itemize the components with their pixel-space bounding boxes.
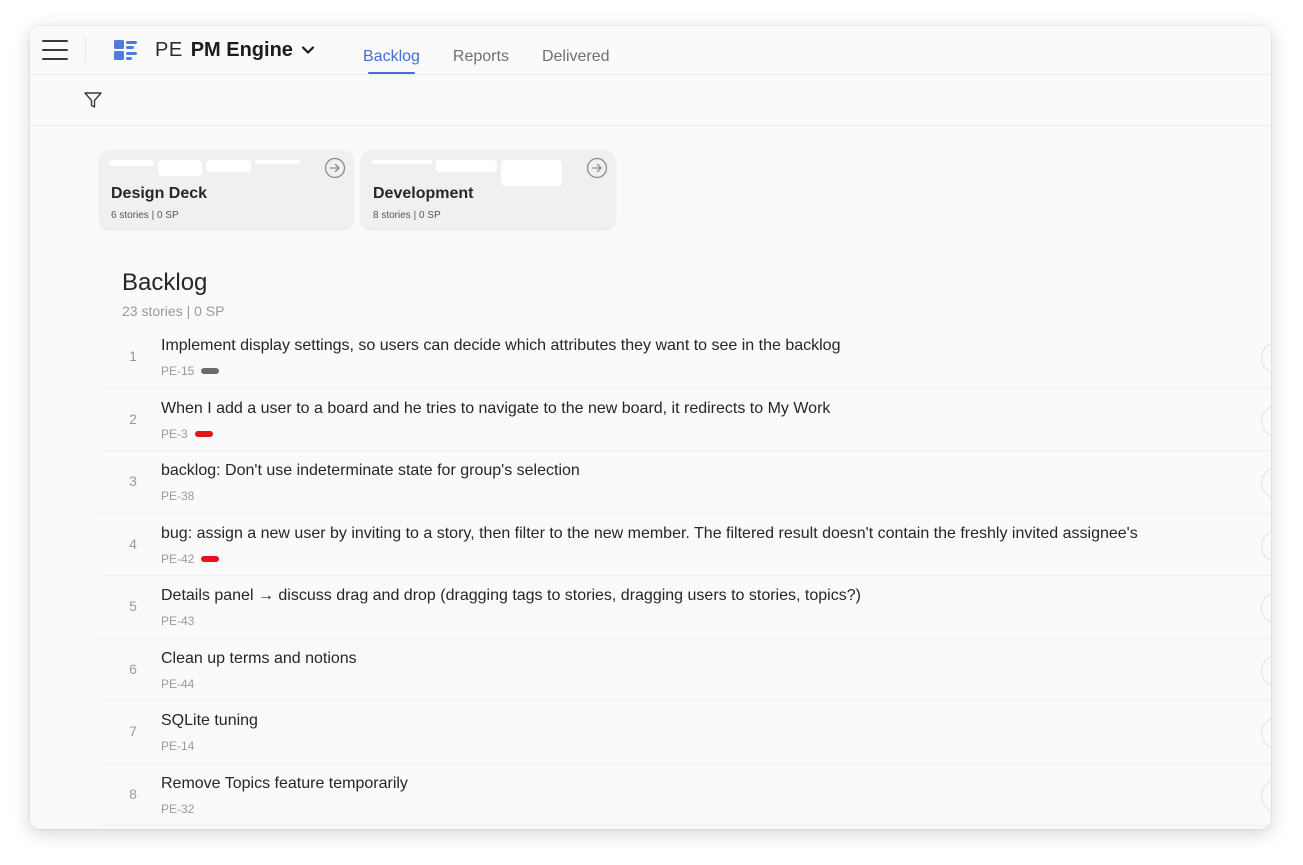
story-row[interactable] — [100, 389, 1271, 452]
story-number: 2 — [129, 410, 137, 427]
board-meta: 8 stories | 0 SP — [373, 210, 441, 221]
row-action-button[interactable] — [1261, 467, 1271, 499]
placeholder-pill — [371, 160, 432, 164]
app-window — [30, 26, 1271, 829]
board-title: Design Deck — [111, 185, 208, 202]
top-bar — [30, 26, 1271, 75]
arrow-right-circle-icon[interactable] — [586, 157, 608, 179]
story-number: 3 — [129, 473, 137, 489]
story-row[interactable] — [100, 701, 1271, 764]
row-action-button[interactable] — [1261, 405, 1271, 437]
story-title: Details panel → discuss drag and drop (dragging tags to stories, dragging users to stories, topics?) — [161, 587, 861, 604]
story-title: backlog: Don't use indeterminate state for group's selection — [161, 462, 580, 479]
story-number: 8 — [129, 785, 137, 802]
story-row[interactable] — [100, 639, 1271, 702]
board-meta: 6 stories | 0 SP — [111, 210, 179, 221]
project-switcher[interactable] — [113, 37, 315, 63]
tab-backlog[interactable]: Backlog — [363, 26, 420, 75]
row-action-button[interactable] — [1261, 592, 1271, 624]
placeholder-pill — [206, 160, 251, 172]
tag-badge[interactable] — [201, 556, 219, 562]
board-card-development[interactable] — [362, 151, 614, 228]
placeholder-pill — [436, 160, 497, 172]
story-key: PE-43 — [161, 614, 195, 628]
row-action-button[interactable] — [1261, 717, 1271, 749]
story-key: PE-14 — [161, 739, 195, 753]
filter-icon[interactable] — [83, 90, 103, 110]
story-number: 6 — [129, 660, 137, 677]
backlog-meta: 23 stories | 0 SP — [122, 303, 225, 319]
tag-badge[interactable] — [201, 368, 219, 374]
story-row[interactable] — [100, 326, 1271, 389]
board-card-design-deck[interactable] — [100, 151, 352, 228]
placeholder-pill — [255, 160, 300, 164]
tab-delivered[interactable]: Delivered — [541, 48, 610, 65]
story-key: PE-15 — [161, 364, 195, 378]
story-row[interactable] — [100, 451, 1271, 514]
story-number: 1 — [129, 348, 137, 364]
story-key: PE-32 — [161, 801, 195, 816]
board-title: Development — [373, 185, 474, 202]
row-action-button[interactable] — [1261, 530, 1271, 562]
tab-reports[interactable]: Reports — [452, 48, 509, 65]
story-row[interactable] — [100, 764, 1271, 827]
tag-badge[interactable] — [195, 431, 213, 437]
arrow-right-circle-icon[interactable] — [324, 157, 346, 179]
placeholder-pill — [109, 160, 154, 166]
hamburger-icon[interactable] — [42, 40, 68, 60]
story-key: PE-42 — [161, 551, 195, 566]
story-list — [100, 326, 1271, 826]
story-title: bug: assign a new user by inviting to a story, then filter to the new member. The filtered result doesn't contain the freshly invited assignee's — [161, 524, 1138, 542]
story-title: SQLite tuning — [161, 712, 258, 729]
story-title: When I add a user to a board and he tries to navigate to the new board, it redirects to My Work — [161, 399, 831, 417]
row-action-button[interactable] — [1261, 780, 1271, 812]
row-action-button[interactable] — [1261, 655, 1271, 687]
story-key: PE-38 — [161, 489, 195, 503]
story-number: 7 — [129, 723, 137, 739]
story-number: 5 — [129, 598, 137, 614]
story-key: PE-44 — [161, 676, 195, 691]
story-key: PE-3 — [161, 426, 188, 441]
placeholder-pill — [501, 160, 562, 186]
story-title: Remove Topics feature temporarily — [161, 774, 408, 792]
backlog-heading: Backlog — [122, 269, 208, 296]
story-title: Clean up terms and notions — [161, 649, 357, 667]
chevron-down-icon — [301, 43, 315, 57]
filter-bar — [30, 75, 1271, 126]
placeholder-pill — [158, 160, 202, 176]
row-action-button[interactable] — [1261, 342, 1271, 374]
story-row[interactable] — [100, 514, 1271, 577]
story-number: 4 — [129, 535, 137, 552]
nav-tabs — [363, 26, 643, 75]
story-title: Implement display settings, so users can decide which attributes they want to see in the backlog — [161, 337, 841, 354]
board-logo-icon — [113, 39, 139, 61]
story-row[interactable] — [100, 576, 1271, 639]
divider — [85, 38, 86, 62]
project-name: PM Engine — [190, 38, 293, 61]
project-key: PE — [155, 38, 183, 61]
